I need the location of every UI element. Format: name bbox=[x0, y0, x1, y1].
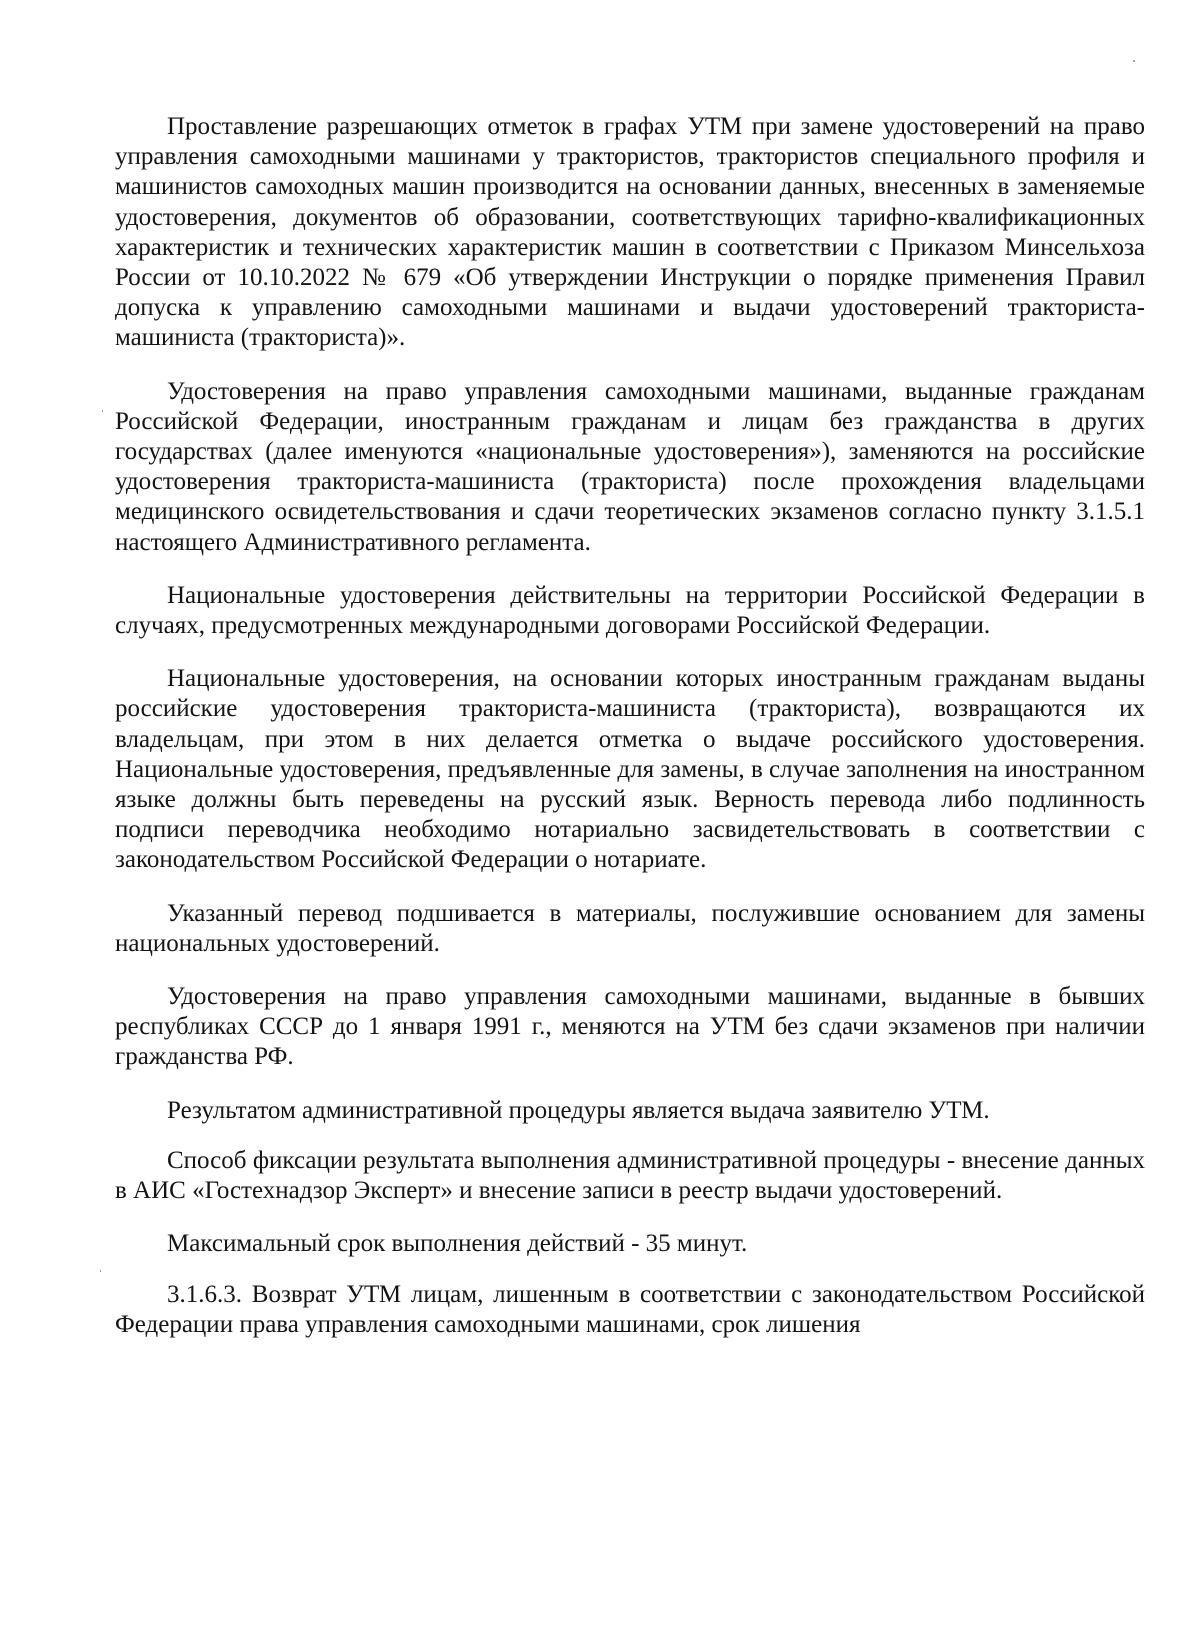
paragraph-validity: Национальные удостоверения действительны на территории Российской Федерации в случаях, предусмотренных международными договорами Российской Федерации. bbox=[115, 581, 1145, 640]
scan-speck bbox=[1133, 60, 1135, 62]
scan-speck bbox=[102, 410, 103, 412]
document-body bbox=[115, 112, 1145, 1363]
paragraph-procedure-result: Результатом административной процедуры является выдача заявителю УТМ. bbox=[167, 1096, 990, 1124]
paragraph-translation-filing: Указанный перевод подшивается в материалы, послужившие основанием для замены национальных удостоверений. bbox=[115, 899, 1145, 957]
scan-speck bbox=[100, 1270, 101, 1272]
paragraph-section-3-1-6-3: 3.1.6.3. Возврат УТМ лицам, лишенным в соответствии с законодательством Российской Федерации права управления самоходными машинами, срок лишения bbox=[115, 1280, 1145, 1338]
paragraph-utm-marks: Проставление разрешающих отметок в графах УТМ при замене удостоверений на право управления самоходными машинами у трактористов, трактористов специального профиля и машинистов самоходных машин производится на основании данных, внесенных в заменяемые удостоверения, документов об образовании, соответствующих тарифно-квалификационных характеристик и технических характеристик машин в соответствии с Приказом Минсельхоза России от 10.10.2022 № 679 «Об утверждении Инструкции о порядке применения Правил допуска к управлению самоходными машинами и выдачи удостоверений тракториста-машиниста (тракториста)». bbox=[115, 113, 1145, 352]
paragraph-ussr-licenses: Удостоверения на право управления самоходными машинами, выданные в бывших республиках СССР до 1 января 1991 г., меняются на УТМ без сдачи экзаменов при наличии гражданства РФ. bbox=[115, 983, 1145, 1071]
paragraph-max-duration: Максимальный срок выполнения действий - 35 минут. bbox=[167, 1230, 748, 1258]
paragraph-return-and-translation: Национальные удостоверения, на основании которых иностранным гражданам выданы российские удостоверения тракториста-машиниста (тракториста), возвращаются их владельцам, при этом в них делается отметка о выдаче российского удостоверения. Национальные удостоверения, предъявленные для замены, в случае заполнения на иностранном языке должны быть переведены на русский язык. Верность перевода либо подлинность подписи переводчика необходимо нотариально засвидетельствовать в соответствии с законодательством Российской Федерации о нотариате. bbox=[115, 665, 1145, 874]
paragraph-result-recording: Способ фиксации результата выполнения административной процедуры - внесение данных в АИС «Гостехнадзор Эксперт» и внесение записи в реестр выдачи удостоверений. bbox=[115, 1146, 1145, 1205]
paragraph-national-licenses: Удостоверения на право управления самоходными машинами, выданные гражданам Российской Федерации, иностранным гражданам и лицам без гражданства в других государствах (далее именуются «национальные удостоверения»), заменяются на российские удостоверения тракториста-машиниста (тракториста) после прохождения владельцами медицинского освидетельствования и сдачи теоретических экзаменов согласно пункту 3.1.5.1 настоящего Административного регламента. bbox=[115, 377, 1145, 556]
